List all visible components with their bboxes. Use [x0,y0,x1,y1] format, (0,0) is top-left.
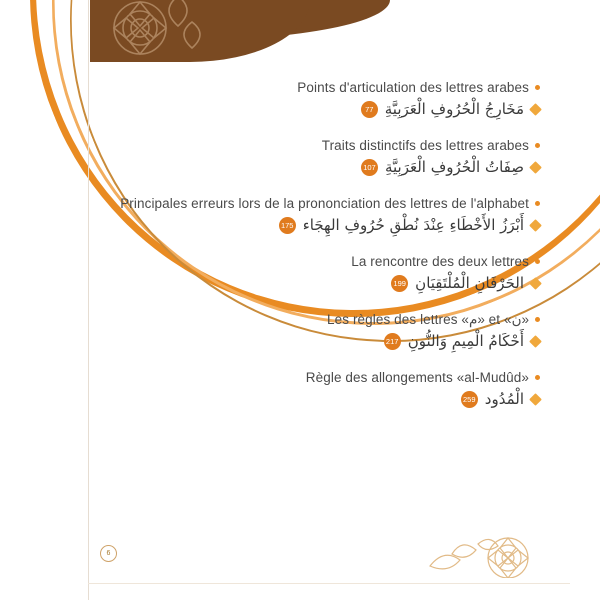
arabesque-pattern-icon [100,0,220,62]
diamond-icon [529,277,542,290]
toc-entry-title: Points d'articulation des lettres arabes [120,78,540,97]
toc-entry [120,78,540,118]
left-margin-rule [88,0,89,600]
bullet-icon [535,85,540,90]
toc-entry [120,368,540,408]
toc-entry-arabic-row [120,158,540,176]
page-number-badge: 77 [361,101,378,118]
toc-entry [120,194,540,234]
bullet-icon [535,375,540,380]
bullet-icon [535,143,540,148]
toc-entry [120,136,540,176]
page-number-badge: 175 [279,217,296,234]
toc-entry-title-arabic: صِفَاتُ الْحُرُوفِ الْعَرَبِيَّةِ [384,158,524,176]
diamond-icon [529,335,542,348]
diamond-icon [529,219,542,232]
toc-entry-arabic-row [120,274,540,292]
diamond-icon [529,393,542,406]
footer-rule [88,583,570,584]
table-of-contents [120,78,540,426]
folio-number: 6 [100,545,117,562]
bullet-icon [535,317,540,322]
toc-entry-arabic-row [120,216,540,234]
toc-entry-title: Traits distinctifs des lettres arabes [120,136,540,155]
toc-entry-arabic-row [120,390,540,408]
toc-entry-title: La rencontre des deux lettres [120,252,540,271]
toc-entry-title-arabic: مَخَارِجُ الْحُرُوفِ الْعَرَبِيَّةِ [384,100,524,118]
toc-entry [120,252,540,292]
bullet-icon [535,259,540,264]
toc-entry-title-arabic: الحَرْفَانِ الْمُلْتَقِيَانِ [415,274,524,292]
toc-entry-title-arabic: أَبْرَزُ الأَخْطَاءِ عِنْدَ نُطْقِ حُرُوفِ الهِجَاء [302,216,524,234]
bullet-icon [535,201,540,206]
toc-entry-title: Les règles des lettres «م» et «ن» [120,310,540,329]
toc-entry-title: Principales erreurs lors de la prononciation des lettres de l'alphabet [120,194,540,213]
page-number-badge: 199 [391,275,408,292]
header-brown-corner [90,0,310,62]
toc-entry-arabic-row [120,100,540,118]
toc-entry-arabic-row [120,332,540,350]
diamond-icon [529,103,542,116]
toc-entry-title: Règle des allongements «al-Mudûd» [120,368,540,387]
toc-entry-title-arabic: الْمُدُود [484,390,524,408]
diamond-icon [529,161,542,174]
footer-arabesque-icon [422,518,542,578]
toc-entry-title-arabic: أَحْكَامُ الْمِيمِ وَالنُّونِ [407,332,524,350]
page-number-badge: 259 [461,391,478,408]
toc-entry [120,310,540,350]
page-number-badge: 217 [384,333,401,350]
page-number-badge: 107 [361,159,378,176]
